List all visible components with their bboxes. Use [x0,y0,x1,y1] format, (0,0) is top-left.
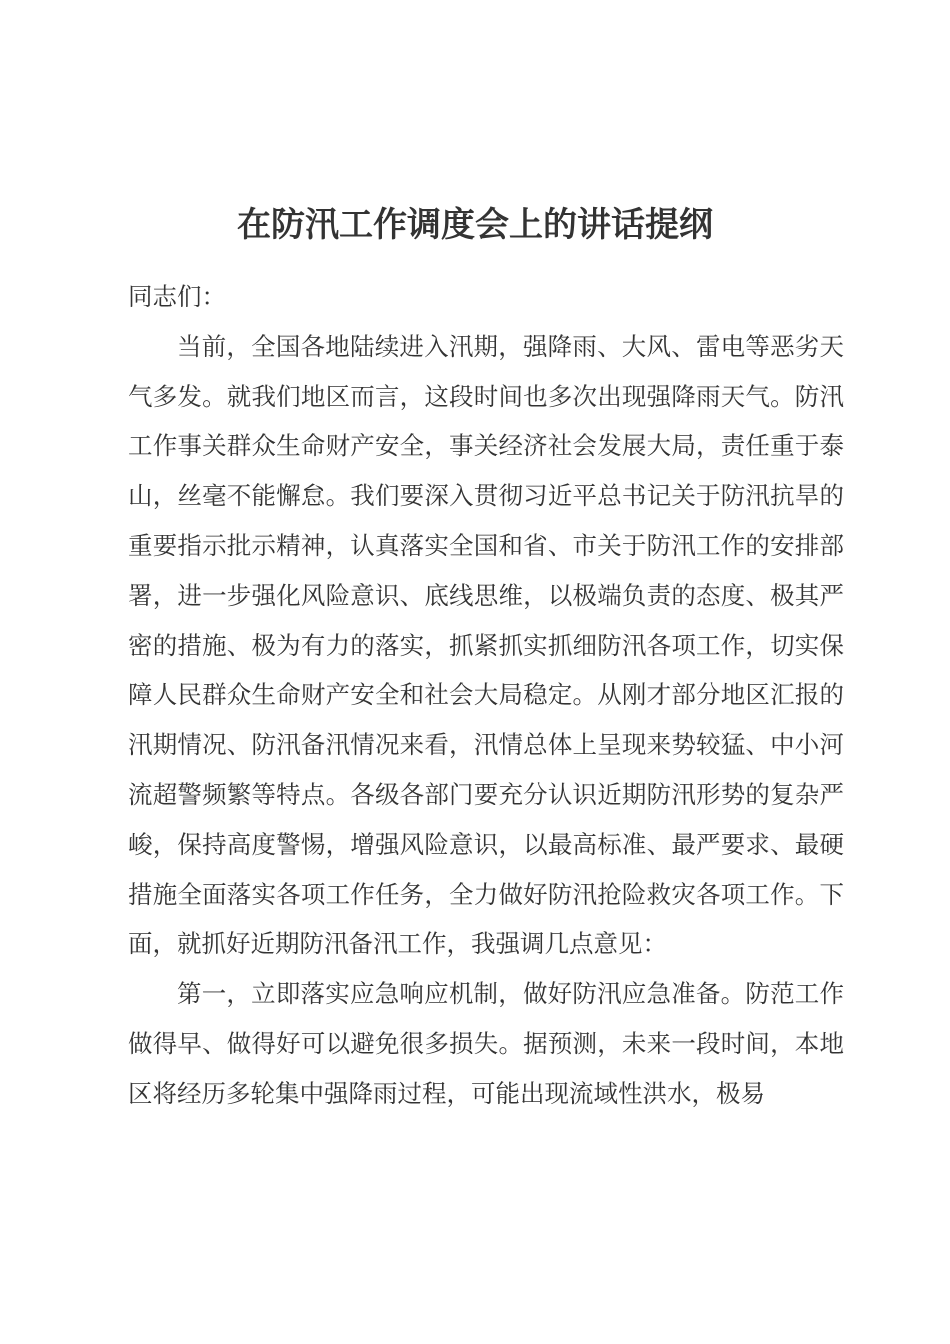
document-body [128,272,844,1119]
paragraph-first-point: 第一，立即落实应急响应机制，做好防汛应急准备。防范工作做得早、做得好可以避免很多损失。据预测，未来一段时间，本地区将经历多轮集中强降雨过程，可能出现流域性洪水，极易 [128,979,844,1108]
paragraph-intro: 当前，全国各地陆续进入汛期，强降雨、大风、雷电等恶劣天气多发。就我们地区而言，这段时间也多次出现强降雨天气。防汛工作事关群众生命财产安全，事关经济社会发展大局，责任重于泰山，丝毫不能懈怠。我们要深入贯彻习近平总书记关于防汛抗旱的重要指示批示精神，认真落实全国和省、市关于防汛工作的安排部署，进一步强化风险意识、底线思维，以极端负责的态度、极其严密的措施、极为有力的落实，抓紧抓实抓细防汛各项工作，切实保障人民群众生命财产安全和社会大局稳定。从刚才部分地区汇报的汛期情况、防汛备汛情况来看，汛情总体上呈现来势较猛、中小河流超警频繁等特点。各级各部门要充分认识近期防汛形势的复杂严峻，保持高度警惕，增强风险意识，以最高标准、最严要求、最硬措施全面落实各项工作任务，全力做好防汛抢险救灾各项工作。下面，就抓好近期防汛备汛工作，我强调几点意见： [128,331,844,959]
document-title: 在防汛工作调度会上的讲话提纲 [237,205,713,245]
salutation: 同志们： [128,282,226,311]
